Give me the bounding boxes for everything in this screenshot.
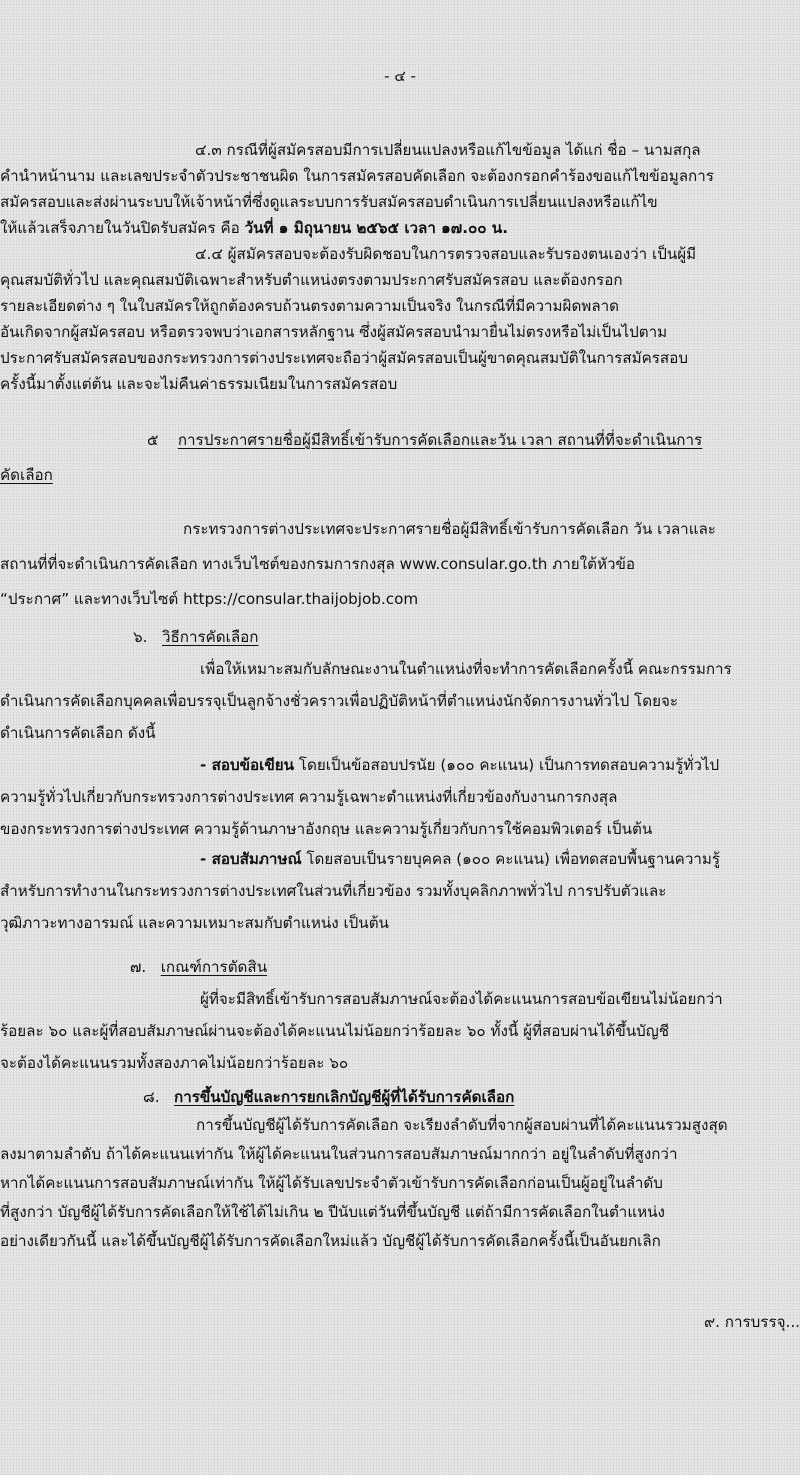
s7-line-3: จะต้องได้คะแนนรวมทั้งสองภาคไม่น้อยกว่าร้อยละ ๖๐ — [0, 1054, 349, 1072]
s43-line-3: สมัครสอบและส่งผ่านระบบให้เจ้าหน้าที่ซึ่งดูแลระบบการรับสมัครสอบดำเนินการเปลี่ยนแปลงหรือแก้ไข — [0, 193, 658, 211]
s8-line-1: การขึ้นบัญชีผู้ได้รับการคัดเลือก จะเรียงลำดับที่จากผู้สอบผ่านที่ได้คะแนนรวมสูงสุด — [196, 1116, 728, 1134]
s6-line-1: เพื่อให้เหมาะสมกับลักษณะงานในตำแหน่งที่จะทำการคัดเลือกครั้งนี้ คณะกรรมการ — [200, 660, 732, 678]
s44-line-6: ครั้งนี้มาตั้งแต่ต้น และจะไม่คืนค่าธรรมเนียมในการสมัครสอบ — [0, 375, 398, 393]
s5-number: ๕ — [147, 431, 159, 449]
interview-label: - สอบสัมภาษณ์ — [200, 850, 302, 868]
s6-number: ๖. — [133, 628, 148, 646]
s6-line-2: ดำเนินการคัดเลือกบุคคลเพื่อบรรจุเป็นลูกจ้างชั่วคราวเพื่อปฏิบัติหน้าที่ตำแหน่งนักจัดการงานทั่วไป โดยจะ — [0, 692, 679, 710]
s5-line-2: สถานที่ที่จะดำเนินการคัดเลือก ทางเว็บไซต์ของกรมการกงสุล www.consular.go.th ภายใต้หัวข้อ — [0, 555, 636, 573]
s6-written-line-3: ของกระทรวงการต่างประเทศ ความรู้ด้านภาษาอังกฤษ และความรู้เกี่ยวกับการใช้คอมพิวเตอร์ เป็นต้น — [0, 820, 653, 838]
s8-line-5: อย่างเดียวกันนี้ และได้ขึ้นบัญชีผู้ได้รับการคัดเลือกใหม่แล้ว บัญชีผู้ได้รับการคัดเลือกครั้งนี้เป็นอันยกเลิก — [0, 1232, 661, 1250]
s5-line-1: กระทรวงการต่างประเทศจะประกาศรายชื่อผู้มีสิทธิ์เข้ารับการคัดเลือก วัน เวลาและ — [183, 520, 716, 538]
s6-interview-line-1 — [0, 846, 800, 872]
s44-line-1: ๔.๔ ผู้สมัครสอบจะต้องรับผิดชอบในการตรวจสอบและรับรองตนเองว่า เป็นผู้มี — [195, 245, 697, 263]
s6-title: วิธีการคัดเลือก — [161, 628, 259, 646]
s7-heading — [0, 954, 800, 980]
s8-heading — [0, 1084, 800, 1110]
s5-title-1: การประกาศรายชื่อผู้มีสิทธิ์เข้ารับการคัดเลือกและวัน เวลา สถานที่ที่จะดำเนินการ — [177, 431, 703, 449]
s6-heading — [0, 624, 800, 650]
closing-date: วันที่ ๑ มิถุนายน ๒๕๖๕ เวลา ๑๗.๐๐ น. — [244, 219, 508, 237]
s43-line-1: ๔.๓ กรณีที่ผู้สมัครสอบมีการเปลี่ยนแปลงหรือแก้ไขข้อมูล ได้แก่ ชื่อ – นามสกุล — [195, 141, 701, 159]
s6-written-line-1 — [0, 752, 800, 778]
s7-line-2: ร้อยละ ๖๐ และผู้ที่สอบสัมภาษณ์ผ่านจะต้องได้คะแนนไม่น้อยกว่าร้อยละ ๖๐ ทั้งนี้ ผู้ที่สอบผ่านได้ขึ้นบัญชี — [0, 1022, 670, 1040]
s6-written-line-2: ความรู้ทั่วไปเกี่ยวกับกระทรวงการต่างประเทศ ความรู้เฉพาะตำแหน่งที่เกี่ยวข้องกับงานการกงสุล — [0, 788, 618, 806]
s8-line-3: หากได้คะแนนการสอบสัมภาษณ์เท่ากัน ให้ผู้ได้รับเลขประจำตัวเข้ารับการคัดเลือกก่อนเป็นผู้อยู่ในลำดับ — [0, 1174, 663, 1192]
s8-title: การขึ้นบัญชีและการยกเลิกบัญชีผู้ที่ได้รับการคัดเลือก — [174, 1088, 515, 1106]
s6-interview-line-2: สำหรับการทำงานในกระทรวงการต่างประเทศในส่วนที่เกี่ยวข้อง รวมทั้งบุคลิกภาพทั่วไป การปรับตัวและ — [0, 882, 667, 900]
s43-line-4 — [0, 215, 800, 241]
s6-interview-line-3: วุฒิภาวะทางอารมณ์ และความเหมาะสมกับตำแหน่ง เป็นต้น — [0, 914, 389, 932]
s7-title: เกณฑ์การตัดสิน — [160, 958, 268, 976]
written-exam-text: โดยเป็นข้อสอบปรนัย (๑๐๐ คะแนน) เป็นการทดสอบความรู้ทั่วไป — [293, 756, 720, 774]
s44-line-4: อันเกิดจากผู้สมัครสอบ หรือตรวจพบว่าเอกสารหลักฐาน ซึ่งผู้สมัครสอบนำมายื่นไม่ตรงหรือไม่เป็นไปตาม — [0, 323, 668, 341]
s5-line-3: “ประกาศ” และทางเว็บไซต์ https://consular.thaijobjob.com — [0, 590, 419, 608]
s7-line-1: ผู้ที่จะมีสิทธิ์เข้ารับการสอบสัมภาษณ์จะต้องได้คะแนนการสอบข้อเขียนไม่น้อยกว่า — [200, 990, 723, 1008]
page-number: - ๔ - — [384, 67, 416, 85]
written-exam-label: - สอบข้อเขียน — [200, 756, 294, 774]
s44-line-3: รายละเอียดต่าง ๆ ในใบสมัครให้ถูกต้องครบถ้วนตรงตามความเป็นจริง ในกรณีที่มีความผิดพลาด — [0, 297, 620, 315]
s7-number: ๗. — [130, 958, 147, 976]
s8-line-4: ที่สูงกว่า บัญชีผู้ได้รับการคัดเลือกให้ใช้ได้ไม่เกิน ๒ ปีนับแต่วันที่ขึ้นบัญชี แต่ถ้ามีการคัดเลือกในตำแหน่ง — [0, 1203, 665, 1221]
continuation-note: ๙. การบรรจุ... — [704, 1313, 800, 1331]
s43-line-4-text: ให้แล้วเสร็จภายในวันปิดรับสมัคร คือ — [0, 219, 245, 237]
s43-line-2: คำนำหน้านาม และเลขประจำตัวประชาชนผิด ในการสมัครสอบคัดเลือก จะต้องกรอกคำร้องขอแก้ไขข้อมูลการ — [0, 167, 714, 185]
s5-heading — [0, 427, 800, 453]
s6-line-3: ดำเนินการคัดเลือก ดังนี้ — [0, 724, 156, 742]
s44-line-2: คุณสมบัติทั่วไป และคุณสมบัติเฉพาะสำหรับตำแหน่งตรงตามประกาศรับสมัครสอบ และต้องกรอก — [0, 271, 623, 289]
interview-text: โดยสอบเป็นรายบุคคล (๑๐๐ คะแนน) เพื่อทดสอบพื้นฐานความรู้ — [301, 850, 721, 868]
s8-line-2: ลงมาตามลำดับ ถ้าได้คะแนนเท่ากัน ให้ผู้ได้คะแนนในส่วนการสอบสัมภาษณ์มากกว่า อยู่ในลำดับที่สูงกว่า — [0, 1145, 678, 1163]
s44-line-5: ประกาศรับสมัครสอบของกระทรวงการต่างประเทศจะถือว่าผู้สมัครสอบเป็นผู้ขาดคุณสมบัติในการสมัครสอบ — [0, 349, 688, 367]
s5-heading-cont — [0, 462, 800, 488]
s5-title-2: คัดเลือก — [0, 466, 53, 484]
s8-number: ๘. — [143, 1088, 160, 1106]
